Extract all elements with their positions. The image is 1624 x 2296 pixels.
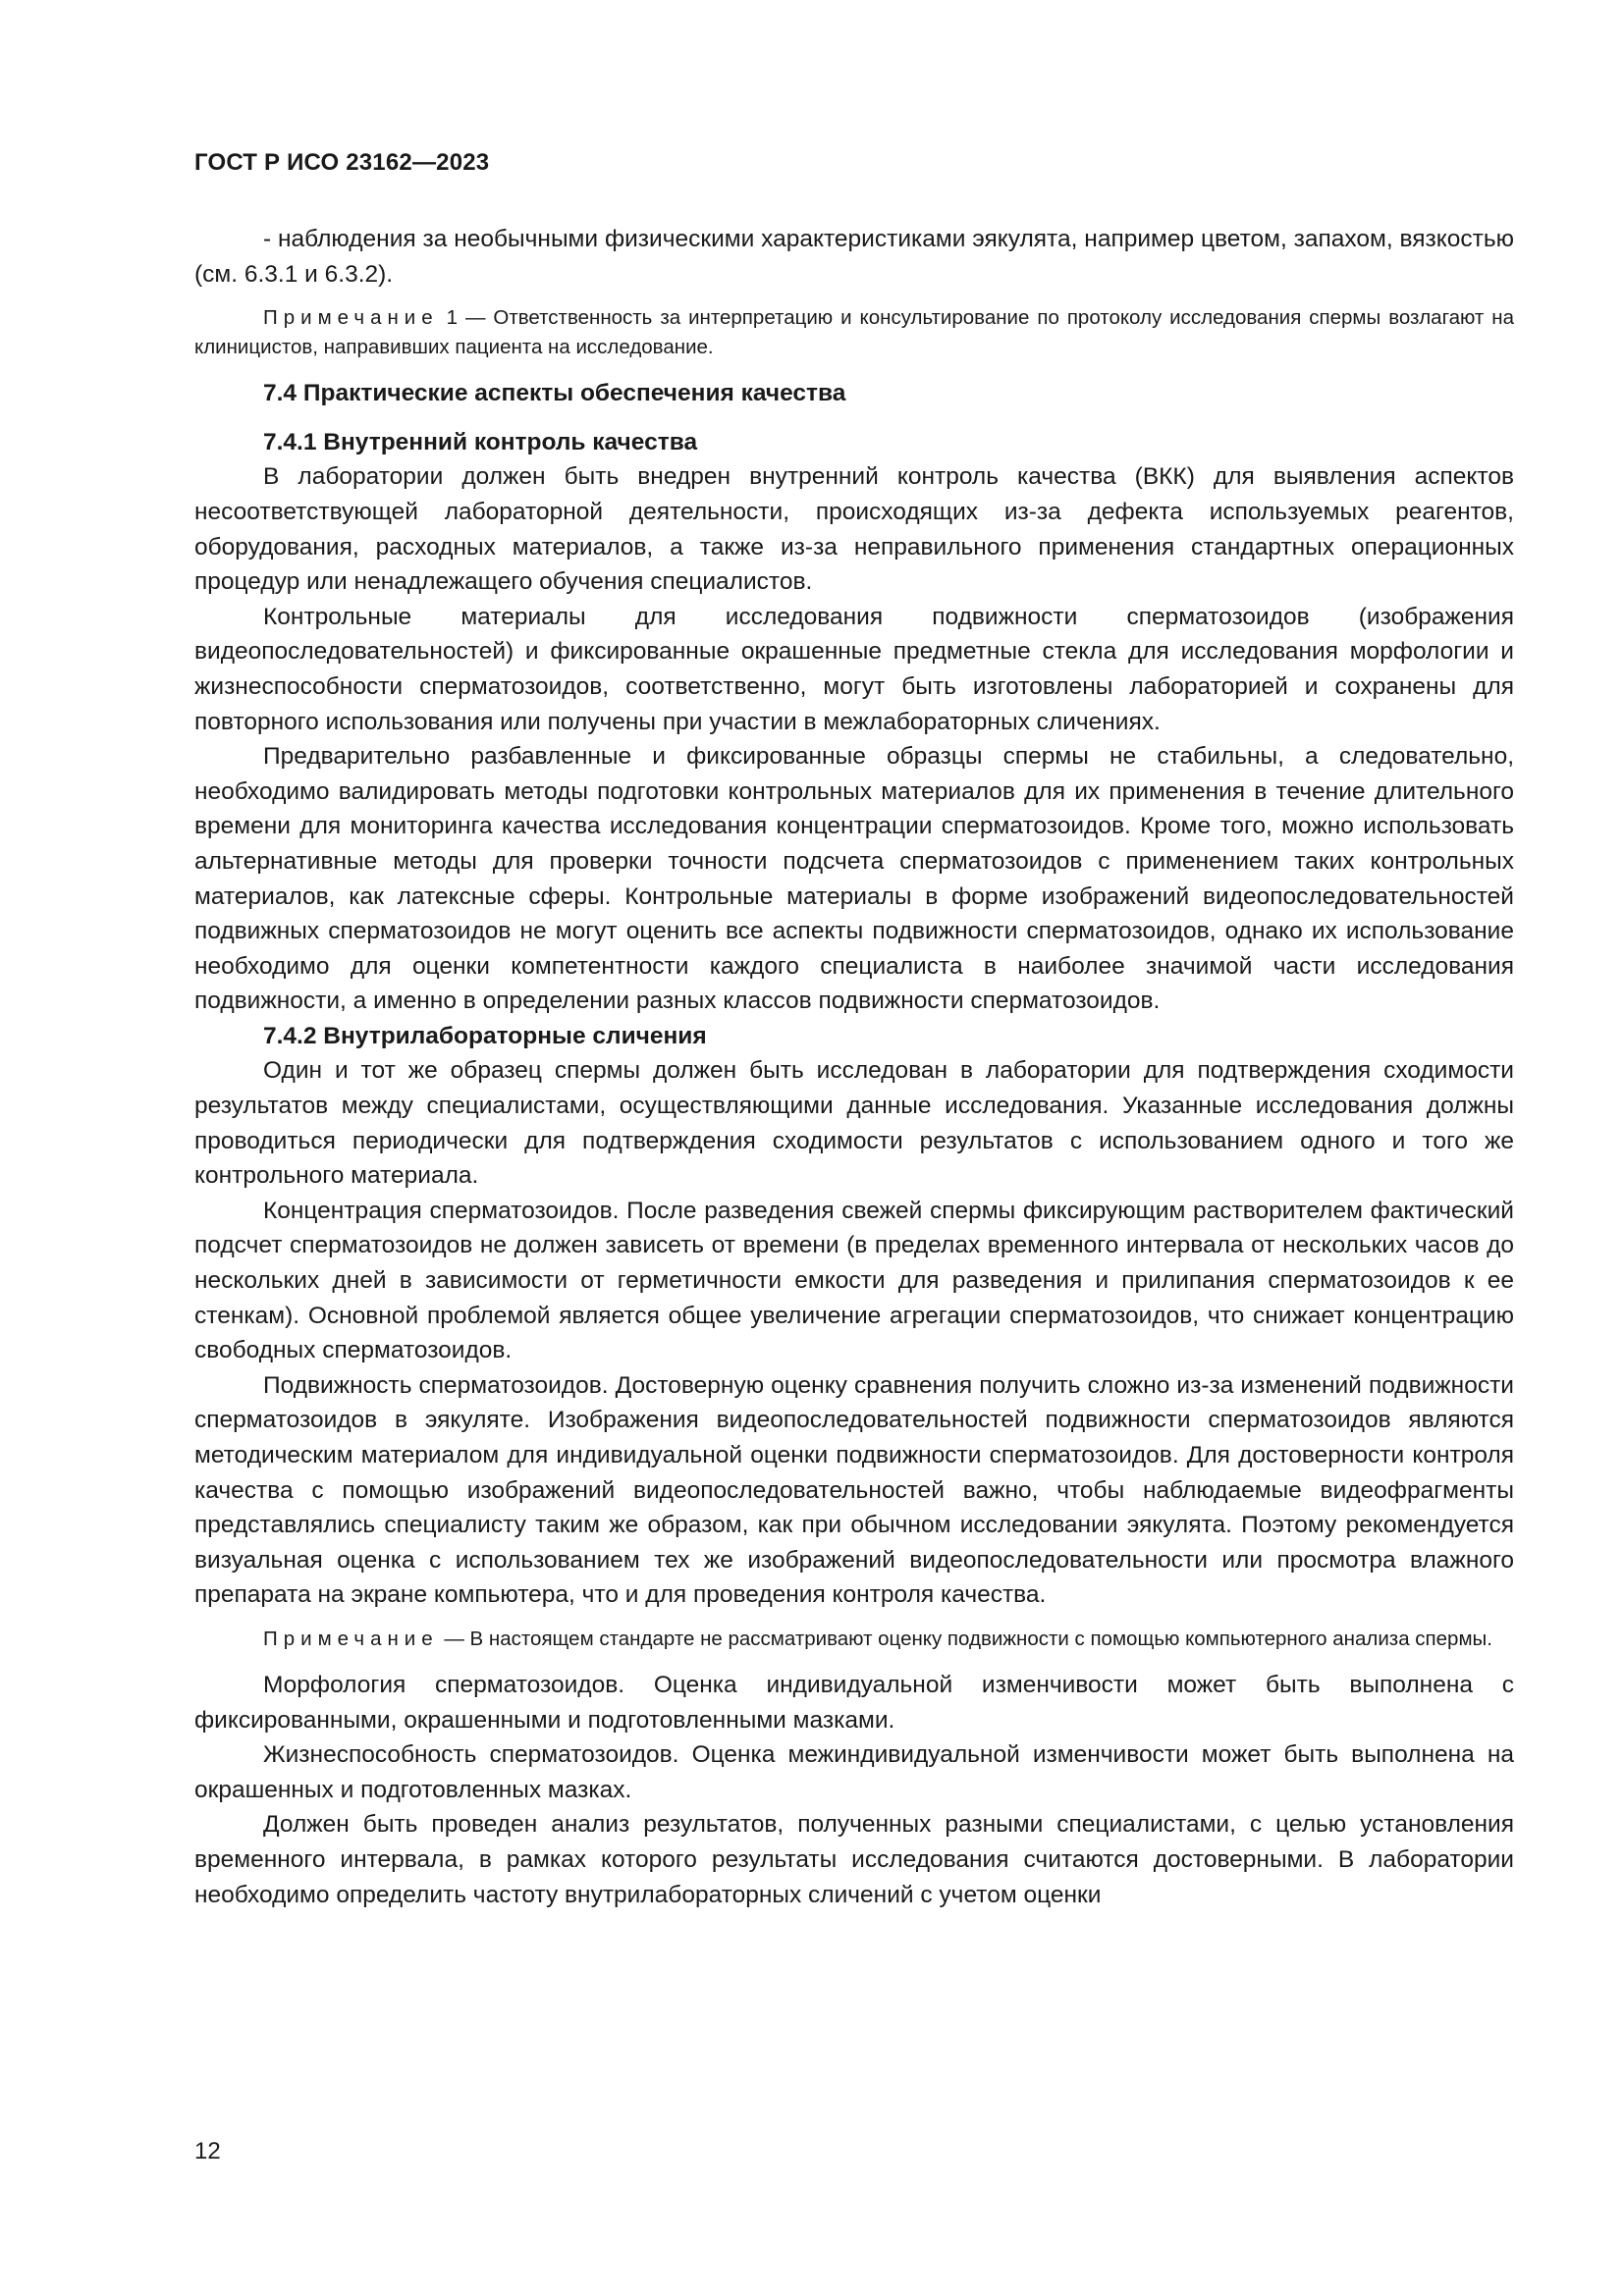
document-header-title: ГОСТ Р ИСО 23162—2023 <box>194 149 490 176</box>
paragraph: Подвижность сперматозоидов. Достоверную оценку сравнения получить сложно из-за изменений подвижности сперматозоидов в эякуляте. Изображения видеопоследовательностей подвижности сперматозоидов являются методическим материалом для индивидуальной оценки подвижности сперматозоидов. Для достоверности контроля качества с помощью изображений видеопоследовательностей важно, чтобы наблюдаемые видеофрагменты представлялись специалисту таким же образом, как при обычном исследовании эякулята. Поэтому рекомендуется визуальная оценка с использованием тех же изображений видеопоследовательности или просмотра влажного препарата на экране компьютера, что и для проведения контроля качества. <box>194 1371 1514 1609</box>
paragraph: Один и тот же образец спермы должен быть исследован в лаборатории для подтверждения сходимости результатов между специалистами, осуществляющими данные исследования. Указанные исследования должны проводиться периодически для подтверждения сходимости результатов с использованием одного и того же контрольного материала. <box>194 1057 1514 1190</box>
intro-list-item: - наблюдения за необычными физическими характеристиками эякулята, например цветом, запахом, вязкостью (см. 6.3.1 и 6.3.2). <box>194 226 1514 288</box>
paragraph: Концентрация сперматозоидов. После разведения свежей спермы фиксирующим растворителем фактический подсчет сперматозоидов не должен зависеть от времени (в пределах временного интервала от нескольких часов до нескольких дней в зависимости от герметичности емкости для разведения и прилипания сперматозоидов к ее стенкам). Основной проблемой является общее увеличение агрегации сперматозоидов, что снижает концентрацию свободных сперматозоидов. <box>194 1197 1514 1364</box>
paragraph: Жизнеспособность сперматозоидов. Оценка межиндивидуальной изменчивости может быть выполнена на окрашенных и подготовленных мазках. <box>194 1741 1514 1803</box>
note-1 <box>194 303 1514 362</box>
section-heading-7-4: 7.4 Практические аспекты обеспечения качества <box>263 380 846 407</box>
note-2 <box>194 1625 1514 1654</box>
paragraph: В лаборатории должен быть внедрен внутренний контроль качества (ВКК) для выявления аспектов несоответствующей лабораторной деятельности, происходящих из-за дефекта используемых реагентов, оборудования, расходных материалов, а также из-за неправильного применения стандартных операционных процедур или ненадлежащего обучения специалистов. <box>194 463 1514 596</box>
note-1-text: 1 — Ответственность за интерпретацию и консультирование по протоколу исследования спермы возлагают на клиницистов, направивших пациента на исследование. <box>194 306 1514 359</box>
section-heading-7-4-1: 7.4.1 Внутренний контроль качества <box>263 428 698 455</box>
paragraph: Контрольные материалы для исследования подвижности сперматозоидов (изображения видеопоследовательностей) и фиксированные окрашенные предметные стекла для исследования морфологии и жизнеспособности сперматозоидов, соответственно, могут быть изготовлены лабораторией и сохранены для повторного использования или получены при участии в межлабораторных сличениях. <box>194 603 1514 735</box>
paragraph: Должен быть проведен анализ результатов, полученных разными специалистами, с целью установления временного интервала, в рамках которого результаты исследования считаются достоверными. В лаборатории необходимо определить частоту внутрилабораторных сличений с учетом оценки <box>194 1811 1514 1908</box>
paragraph: Предварительно разбавленные и фиксированные образцы спермы не стабильны, а следовательно, необходимо валидировать методы подготовки контрольных материалов для их применения в течение длительного времени для мониторинга качества исследования концентрации сперматозоидов. Кроме того, можно использовать альтернативные методы для проверки точности подсчета сперматозоидов с применением таких контрольных материалов, как латексные сферы. Контрольные материалы в форме изображений видеопоследовательностей подвижных сперматозоидов не могут оценить все аспекты подвижности сперматозоидов, однако их использование необходимо для оценки компетентности каждого специалиста в наиболее значимой части исследования подвижности, а именно в определении разных классов подвижности сперматозоидов. <box>194 743 1514 1015</box>
note-2-text: — В настоящем стандарте не рассматривают оценку подвижности с помощью компьютерного анализа спермы. <box>438 1627 1492 1650</box>
document-body <box>194 222 1514 1912</box>
page-number: 12 <box>194 2138 221 2164</box>
section-heading-7-4-2: 7.4.2 Внутрилабораторные сличения <box>263 1022 707 1049</box>
note-2-label: Примечание <box>263 1627 439 1650</box>
note-1-label: Примечание <box>263 306 439 330</box>
paragraph: Морфология сперматозоидов. Оценка индивидуальной изменчивости может быть выполнена с фиксированными, окрашенными и подготовленными мазками. <box>194 1671 1514 1734</box>
